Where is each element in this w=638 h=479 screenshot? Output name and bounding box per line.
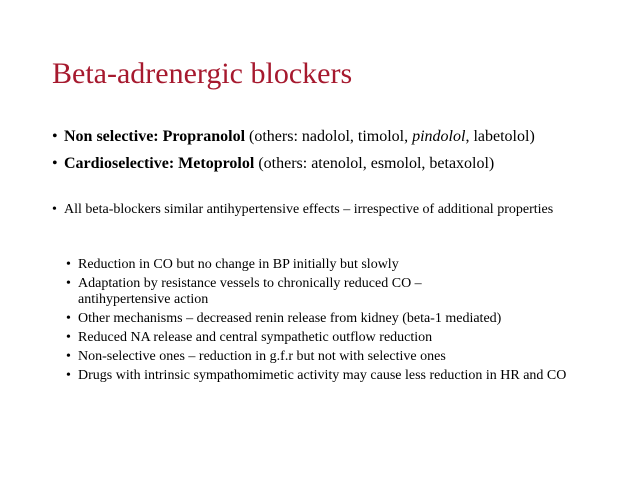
bullet-bold-text: Cardioselective: Metoprolol <box>64 155 255 172</box>
bullet-normal-text: (others: atenolol, esmolol, betaxolol) <box>254 155 495 172</box>
sub-bullet-text: Adaptation by resistance vessels to chronically reduced CO – antihypertensive action <box>78 276 422 307</box>
bullet-italic-text: pindolol <box>412 128 466 145</box>
sub-bullet-marker: • <box>66 257 71 272</box>
bullet-marker: • <box>52 155 58 172</box>
sub-bullet-text: Non-selective ones – reduction in g.f.r but not with selective ones <box>78 349 446 364</box>
bullet-marker: • <box>52 128 58 145</box>
bullet-text <box>64 155 494 173</box>
bullet-text <box>64 128 535 146</box>
sub-bullet-marker: • <box>66 311 71 326</box>
slide-title: Beta-adrenergic blockers <box>52 57 353 90</box>
sub-bullet-marker: • <box>66 276 71 291</box>
bullet-marker: • <box>52 202 57 217</box>
bullet-text: All beta-blockers similar antihypertensive effects – irrespective of additional properties <box>64 202 554 217</box>
sub-bullet-text: Other mechanisms – decreased renin release from kidney (beta-1 mediated) <box>78 311 502 326</box>
sub-bullet-marker: • <box>66 368 71 383</box>
sub-bullet-text: Reduction in CO but no change in BP initially but slowly <box>78 257 399 272</box>
bullet-bold-text: Non selective: Propranolol <box>64 128 246 145</box>
sub-bullet-text: Reduced NA release and central sympathetic outflow reduction <box>78 330 433 345</box>
sub-bullet-marker: • <box>66 330 71 345</box>
bullet-normal-text: (others: nadolol, timolol, <box>245 128 413 145</box>
sub-bullet-marker: • <box>66 349 71 364</box>
bullet-normal-text-end: , labetolol) <box>465 128 535 145</box>
sub-bullet-text: Drugs with intrinsic sympathomimetic activity may cause less reduction in HR and CO <box>78 368 567 383</box>
